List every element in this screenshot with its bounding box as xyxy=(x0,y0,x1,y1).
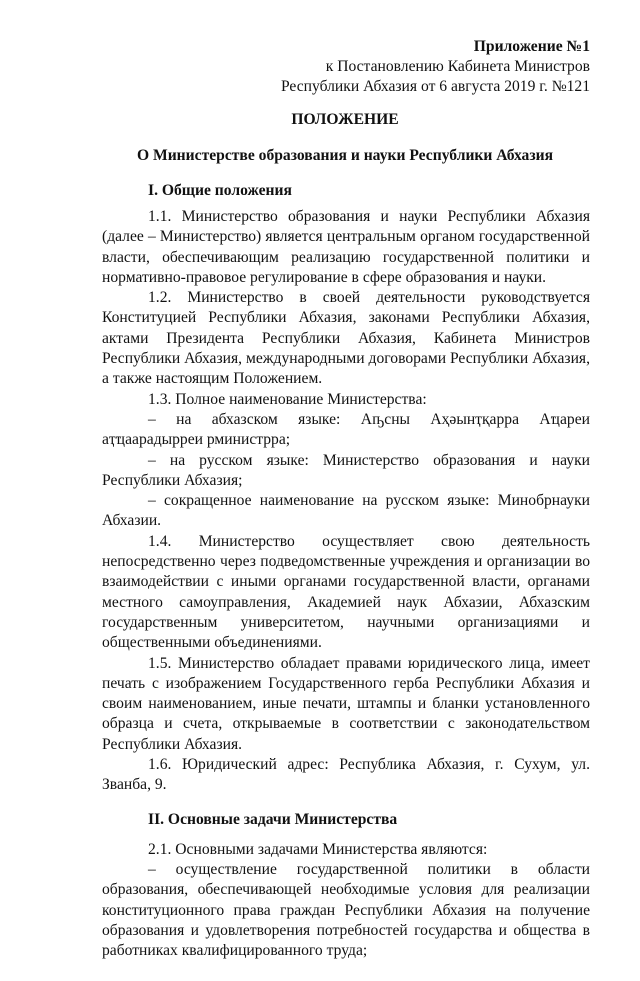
paragraph: – осуществление государственной политики в области образования, обеспечивающей необходимые условия для реализации конституционного права граждан Республики Абхазия на получение образования и удовлетворения потребностей государства и общества в работниках квалифицированного труда; xyxy=(102,860,590,960)
document-header xyxy=(102,37,590,97)
document-title: ПОЛОЖЕНИЕ xyxy=(291,111,399,128)
section-heading: I. Общие положения xyxy=(148,182,292,199)
paragraph: 1.2. Министерство в своей деятельности руководствуется Конституцией Республики Абхазия, законами Республики Абхазия, актами Президента Республики Абхазия, Кабинета Министров Республики Абхазия, международными договорами Республики Абхазия, а также настоящим Положением. xyxy=(102,289,590,388)
header-line: к Постановлению Кабинета Министров xyxy=(325,58,590,75)
paragraph: 1.5. Министерство обладает правами юридического лица, имеет печать с изображением Государственного герба Республики Абхазия и своим наименованием, иные печати, штампы и бланки установленного образца и счета, открываемые в соответствии с законодательством Республики Абхазия. xyxy=(102,654,590,753)
header-line: Республики Абхазия от 6 августа 2019 г. №121 xyxy=(280,78,590,95)
paragraph: – на абхазском языке: Аҧсны Аҳәынҭқарра Аҵареи аҭҵаарадырреи рминистрра; xyxy=(102,410,590,449)
document-subtitle: О Министерстве образования и науки Республики Абхазия xyxy=(136,147,554,164)
paragraph: 1.1. Министерство образования и науки Республики Абхазия (далее – Министерство) является центральным органом государственной власти, обеспечивающим реализацию государственной политики и нормативно-правовое регулирование в сфере образования и науки. xyxy=(102,208,590,286)
appendix-number: Приложение №1 xyxy=(473,38,590,55)
paragraph: – на русском языке: Министерство образования и науки Республики Абхазия; xyxy=(102,451,590,489)
paragraph: 1.4. Министерство осуществляет свою деятельность непосредственно через подведомственные учреждения и организации во взаимодействии с иными органами государственной власти, органами местного самоуправления, Академией наук Абхазии, Абхазским государственным университетом, научными организациями и общественными объединениями. xyxy=(102,532,590,652)
section-heading: II. Основные задачи Министерства xyxy=(148,810,398,828)
paragraph: 1.6. Юридический адрес: Республика Абхазия, г. Сухум, ул. Званба, 9. xyxy=(102,756,590,794)
paragraph: 2.1. Основными задачами Министерства являются: xyxy=(148,840,488,858)
paragraph: 1.3. Полное наименование Министерства: xyxy=(148,390,427,408)
section-body xyxy=(102,840,590,962)
section-body xyxy=(102,207,590,796)
paragraph: – сокращенное наименование на русском языке: Минобрнауки Абхазии. xyxy=(102,492,590,530)
